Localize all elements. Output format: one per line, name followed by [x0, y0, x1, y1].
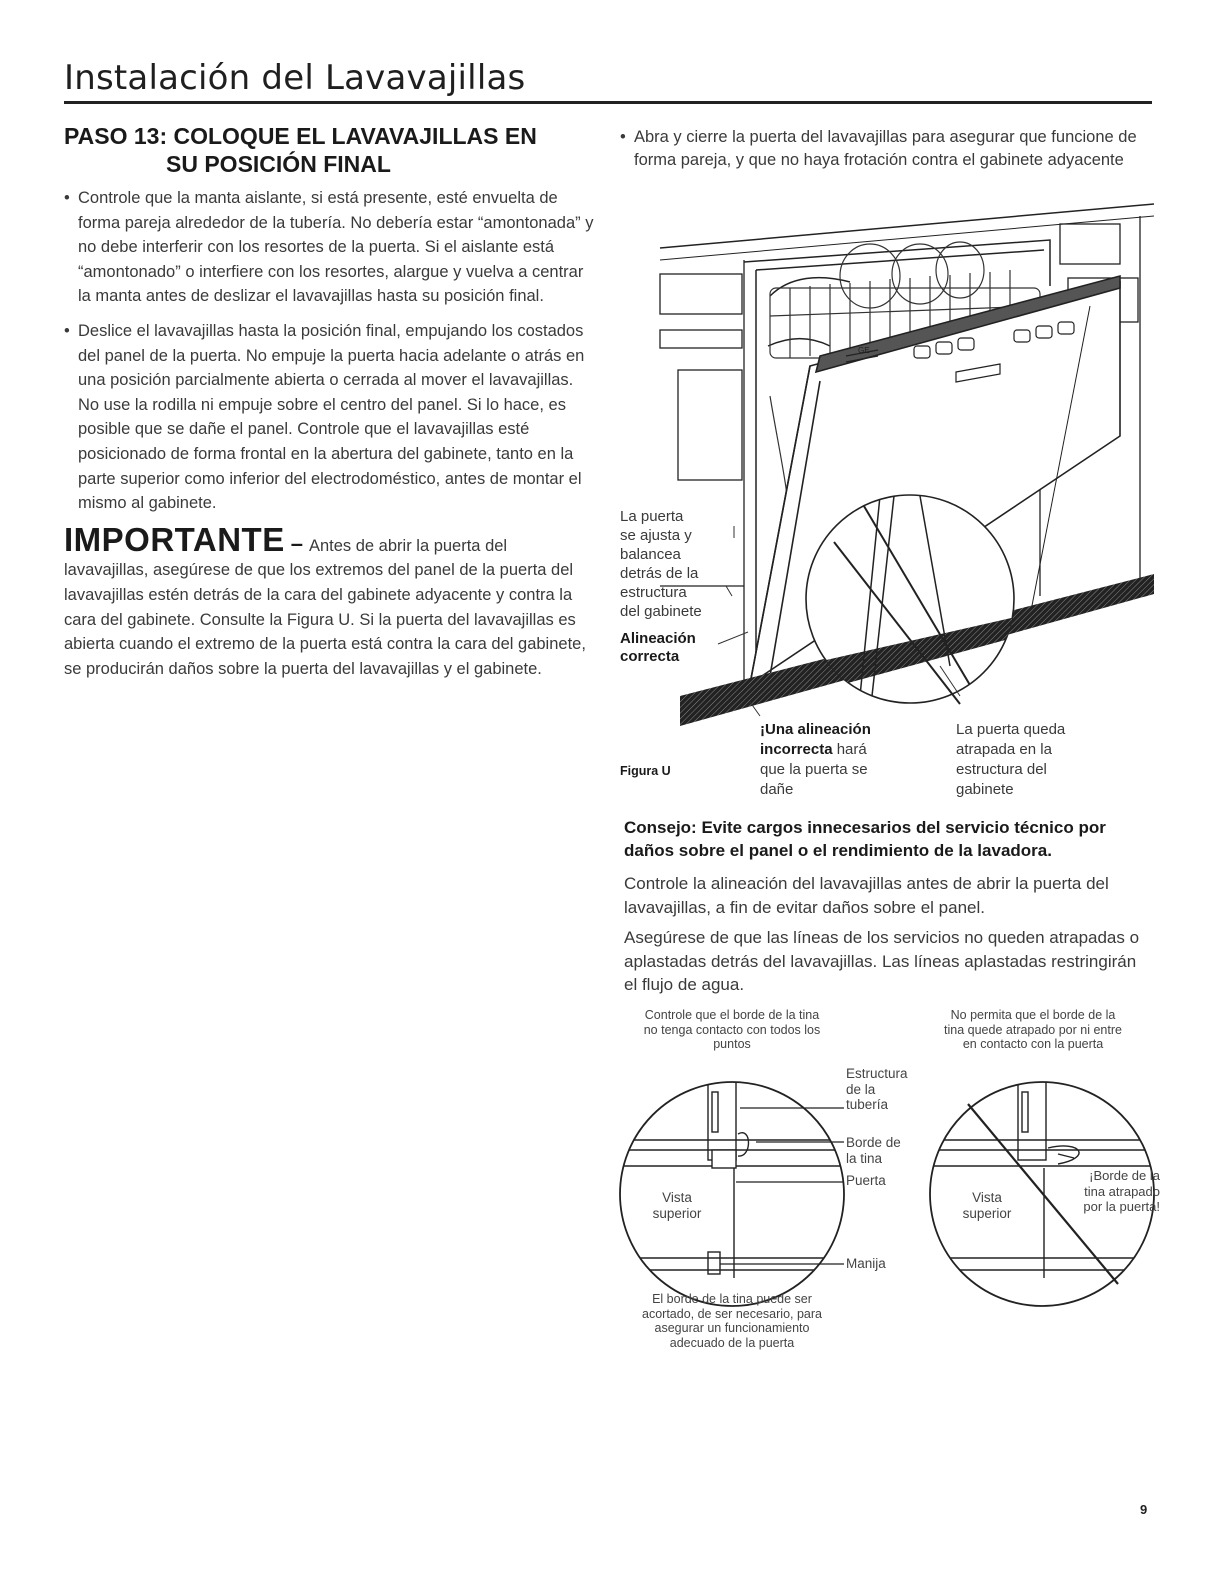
bottom-caption-line: adecuado de la puerta: [669, 1335, 795, 1350]
bullet-slide-dishwasher: • Deslice el lavavajillas hasta la posición final, empujando los costados del panel de la puerta. No empuje la puerta hacia adelante o atrás en una posición parcialmente abierta o cerrada al mover el lavavajillas. No use la rodilla ni empuje sobre el centro del panel. Si lo hace, es posible que se dañe el panel. Controle que el lavavajillas esté posicionado de forma frontal en la abertura del gabinete, tanto en la parte superior como inferior del electrodoméstico, antes de montar el mismo al gabinete.: [64, 319, 596, 516]
label-adjust-line: balancea: [620, 546, 681, 563]
label-door-adjusts: [620, 507, 702, 621]
right-column: [620, 126, 1152, 172]
label-handle: Manija: [846, 1256, 886, 1271]
important-label: IMPORTANTE: [64, 520, 285, 558]
label-incorrect-line: hará: [836, 741, 867, 758]
label-incorrect-line: ¡Una alineación: [760, 721, 871, 738]
structure-line: Estructura: [846, 1066, 908, 1081]
label-correct-line: Alineación: [620, 630, 696, 647]
label-trapped-line: gabinete: [956, 781, 1014, 798]
label-incorrect-line: incorrecta: [760, 741, 833, 758]
top-view-line: Vista: [972, 1190, 1002, 1205]
label-adjust-line: del gabinete: [620, 603, 702, 620]
step-heading-line-2: SU POSICIÓN FINAL: [166, 151, 391, 177]
label-trapped-line: estructura del: [956, 761, 1047, 778]
trapped-edge-line: por la puerta!: [1083, 1199, 1160, 1214]
label-trapped-line: La puerta queda: [956, 721, 1066, 738]
top-view-line: superior: [652, 1205, 702, 1221]
page-title: Instalación del Lavavajillas: [64, 58, 526, 98]
label-incorrect-alignment: [760, 720, 871, 800]
trapped-edge-line: ¡Borde de la: [1089, 1168, 1160, 1183]
bottom-caption-line: acortado, de ser necesario, para: [642, 1306, 822, 1321]
caption-line: en contacto con la puerta: [962, 1037, 1104, 1051]
label-adjust-line: se ajusta y: [620, 527, 692, 544]
caption-line: puntos: [713, 1037, 751, 1051]
important-text: Antes de abrir la puerta del lavavajillas, asegúrese de que los extremos del panel de la puerta del lavavajillas estén detrás de la cara del gabinete adyacente y contra la cara del gabinete. Consulte la Figura U. Si la puerta del lavavajillas es abierta cuando el extremo de la puerta está contra la cara del gabinete, se producirán daños sobre la puerta del lavavajillas y el gabinete.: [64, 536, 586, 678]
caption-line: no tenga contacto con todos los: [643, 1022, 821, 1037]
label-correct-alignment: [620, 630, 696, 666]
important-note: [64, 520, 596, 682]
top-view-right: [952, 1190, 1022, 1221]
tip-paragraph-2: Asegúrese de que las líneas de los servicios no queden atrapadas o aplastadas detrás del lavavajillas. Las líneas aplastadas restringirán el flujo de agua.: [624, 928, 1140, 994]
right-caption: [908, 1008, 1158, 1052]
countertop-edge-lower: [660, 216, 1154, 260]
bottom-caption-line: asegurar un funcionamiento: [654, 1321, 810, 1335]
left-caption: [612, 1008, 852, 1052]
top-view-line: superior: [962, 1205, 1012, 1221]
countertop-edge: [660, 204, 1154, 248]
step-heading-line-1: PASO 13: COLOQUE EL LAVAVAJILLAS EN: [64, 123, 537, 149]
bullet-insulation: • Controle que la manta aislante, si está presente, esté envuelta de forma pareja alrededor de la tubería. No debería estar “amontonada” y no debe interferir con los resortes de la puerta. Si el aislante está “amontonado” o interfiere con los resortes, alargue y vuelva a centrar la manta antes de deslizar el lavavajillas hasta su posición final.: [64, 186, 596, 309]
figure-u: [620, 196, 1154, 808]
tip-heading: Consejo: Evite cargos innecesarios del servicio técnico por daños sobre el panel o el rendimiento de la lavadora.: [624, 818, 1106, 860]
tub-edge-line: Borde de: [846, 1135, 901, 1150]
label-incorrect-line: que la puerta se: [760, 761, 868, 778]
important-dash: –: [290, 530, 303, 556]
caption-line: No permita que el borde de la: [950, 1008, 1116, 1022]
label-door: Puerta: [846, 1173, 886, 1188]
page-number: 9: [1140, 1502, 1148, 1517]
label-door-trapped: [956, 720, 1065, 800]
caption-line: tina quede atrapado por ni entre: [944, 1022, 1122, 1037]
label-adjust-line: detrás de la: [620, 565, 699, 582]
tub-edge-line: la tina: [846, 1150, 883, 1166]
structure-line: de la: [846, 1081, 876, 1097]
top-view-line: Vista: [662, 1190, 692, 1205]
bullet-open-close-door: • Abra y cierre la puerta del lavavajillas para asegurar que funcione de forma pareja, y que no haya frotación contra el gabinete adyacente: [620, 126, 1152, 172]
step-heading: [64, 122, 596, 178]
label-trapped-edge: [1064, 1168, 1160, 1215]
tub-edge-figure: [612, 1008, 1160, 1358]
figure-u-caption: Figura U: [620, 764, 671, 778]
label-correct-line: correcta: [620, 648, 680, 665]
bottom-caption: [612, 1292, 852, 1350]
dishwasher-illustration: [620, 196, 1154, 808]
label-adjust-line: estructura: [620, 584, 687, 601]
top-view-left: [642, 1190, 712, 1221]
label-adjust-line: La puerta: [620, 508, 684, 525]
trapped-edge-line: tina atrapado: [1084, 1183, 1160, 1199]
label-incorrect-line: dañe: [760, 781, 794, 798]
panel-brand: GE: [858, 346, 870, 355]
label-trapped-line: atrapada en la: [956, 741, 1052, 758]
title-rule: [64, 101, 1152, 104]
bottom-caption-line: El borde de la tina puede ser: [652, 1292, 812, 1306]
structure-line: tubería: [846, 1097, 889, 1112]
left-column: [64, 122, 596, 681]
label-tub-edge: [846, 1135, 901, 1166]
tip-paragraph-1: Controle la alineación del lavavajillas antes de abrir la puerta del lavavajillas, a fin de evitar daños sobre el panel.: [624, 874, 1109, 917]
caption-line: Controle que el borde de la tina: [644, 1008, 820, 1022]
label-structure: [846, 1066, 908, 1113]
